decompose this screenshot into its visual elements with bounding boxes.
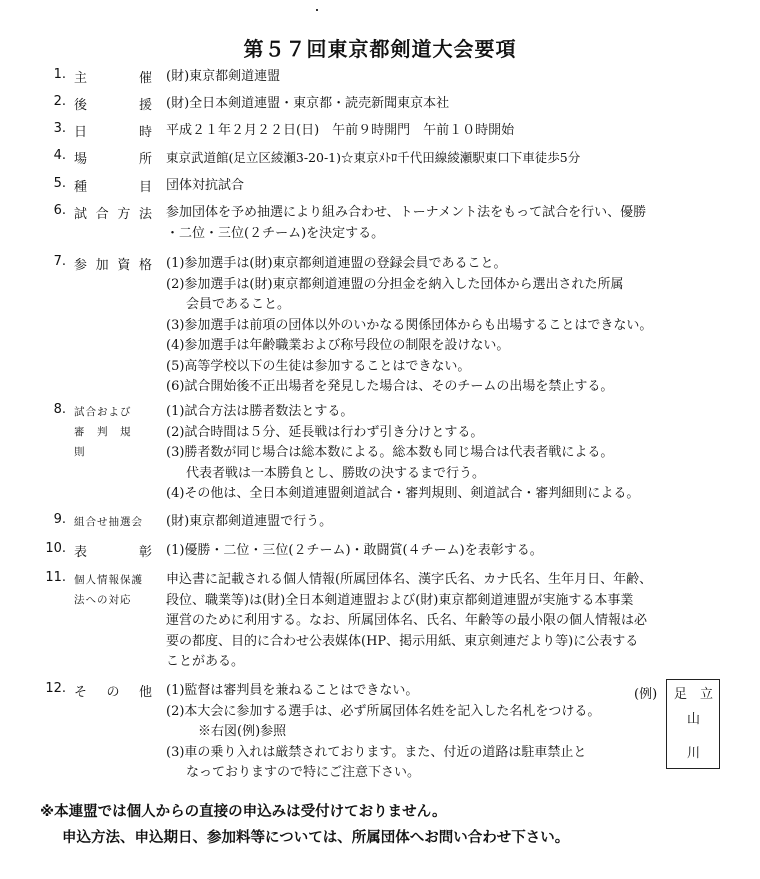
content-line: 参加団体を予め抽選により組み合わせ、トーナメント法をもって試合を行い、優勝 bbox=[166, 205, 647, 220]
name-tag-char: 川 bbox=[687, 746, 701, 761]
content-line: ことがある。 bbox=[166, 654, 245, 669]
section-label bbox=[74, 512, 152, 532]
content-line: (1)試合方法は勝者数法とする。 bbox=[166, 404, 354, 419]
label-char: 日 bbox=[74, 125, 88, 140]
content-line: (財)東京都剣道連盟で行う。 bbox=[166, 514, 333, 529]
content-line: (1)監督は審判員を兼ねることはできない。 bbox=[166, 683, 419, 698]
section-content bbox=[166, 121, 726, 142]
content-line: (3)参加選手は前項の団体以外のいかなる関係団体からも出場することはできない。 bbox=[166, 317, 653, 333]
section-label bbox=[74, 94, 152, 113]
section-content bbox=[166, 176, 726, 197]
section-label bbox=[74, 121, 152, 140]
label-line: 組合せ抽選会 bbox=[74, 516, 143, 528]
label-char: 場 bbox=[74, 152, 88, 167]
name-tag-char: 山 bbox=[687, 712, 701, 727]
label-char: そ bbox=[74, 685, 88, 700]
label-char: 格 bbox=[138, 258, 152, 273]
label-char: 主 bbox=[74, 71, 88, 86]
content-line: (4)参加選手は年齢職業および称号段位の制限を設けない。 bbox=[166, 338, 510, 353]
label-char: の bbox=[106, 685, 120, 700]
section-content bbox=[166, 681, 636, 784]
label-char: 法 bbox=[138, 207, 152, 222]
section-content bbox=[166, 541, 726, 562]
content-line: (2)本大会に参加する選手は、必ず所属団体名姓を記入した名札をつける。 bbox=[166, 703, 601, 719]
content-line: (財)東京都剣道連盟 bbox=[166, 69, 281, 84]
label-char: 合 bbox=[95, 207, 109, 222]
page-title: 第５７回東京都剣道大会要項 bbox=[243, 37, 517, 61]
content-line: 団体対抗試合 bbox=[166, 178, 245, 193]
label-line: 個人情報保護 bbox=[74, 574, 143, 586]
content-line: 運営のために利用する。なお、所属団体名、氏名、年齢等の最小限の個人情報は必 bbox=[166, 613, 648, 628]
label-char: 所 bbox=[138, 152, 152, 167]
section-number: 3. bbox=[53, 121, 66, 136]
section-number: 2. bbox=[53, 94, 66, 109]
label-char: 後 bbox=[74, 98, 88, 113]
section-label bbox=[74, 402, 152, 462]
section-number: 7. bbox=[53, 254, 66, 269]
section-label bbox=[74, 570, 152, 610]
example-label: (例) bbox=[634, 687, 658, 702]
footer-notice: ※本連盟では個人からの直接の申込みは受付けておりません。 bbox=[40, 804, 447, 820]
label-line: 試合および bbox=[74, 406, 132, 418]
stray-dot bbox=[316, 9, 318, 11]
section-label bbox=[74, 148, 152, 167]
label-char: 表 bbox=[74, 545, 88, 560]
name-tag-char: 足 bbox=[674, 687, 688, 702]
section-number: 4. bbox=[53, 148, 66, 163]
content-line: (2)参加選手は(財)東京都剣道連盟の分担金を納入した団体から選出された所属 bbox=[166, 276, 624, 292]
section-content bbox=[166, 570, 726, 673]
content-line: (2)試合時間は５分、延長戦は行わず引き分けとする。 bbox=[166, 424, 484, 440]
label-char: 試 bbox=[74, 207, 88, 222]
content-line: (4)その他は、全日本剣道連盟剣道試合・審判規則、剣道試合・審判細則による。 bbox=[166, 486, 640, 501]
section-number: 11. bbox=[45, 570, 66, 585]
section-number: 9. bbox=[53, 512, 66, 527]
name-tag-example bbox=[666, 679, 720, 769]
section-number: 1. bbox=[53, 67, 66, 82]
section-content bbox=[166, 148, 726, 169]
content-line: 申込書に記載される個人情報(所属団体名、漢字氏名、カナ氏名、生年月日、年齢、 bbox=[166, 572, 653, 587]
section-number: 10. bbox=[45, 541, 66, 556]
section-content bbox=[166, 203, 726, 244]
content-line: (5)高等学校以下の生徒は参加することはできない。 bbox=[166, 358, 471, 374]
content-line: ・二位・三位(２チーム)を決定する。 bbox=[166, 225, 385, 241]
content-line: ※右図(例)参照 bbox=[198, 724, 287, 739]
content-line: 東京武道館(足立区綾瀬3-20-1)☆東京ﾒﾄﾛ千代田線綾瀬駅東口下車徒歩5分 bbox=[166, 150, 581, 165]
content-line: 要の都度、目的に合わせ公表媒体(HP、掲示用紙、東京剣連だより等)に公表する bbox=[166, 633, 639, 649]
section-number: 5. bbox=[53, 176, 66, 191]
label-line: 審 判 規 則 bbox=[74, 426, 143, 458]
label-char: 彰 bbox=[138, 545, 152, 560]
label-line: 法への対応 bbox=[74, 594, 132, 606]
label-char: 催 bbox=[138, 71, 152, 86]
section-label bbox=[74, 254, 152, 273]
content-line: なっておりますので特にご注意下さい。 bbox=[186, 765, 421, 780]
section-content bbox=[166, 67, 726, 88]
section-label bbox=[74, 67, 152, 86]
section-label bbox=[74, 681, 152, 700]
label-char: 参 bbox=[74, 258, 88, 273]
content-line: 代表者戦は一本勝負とし、勝敗の決するまで行う。 bbox=[186, 465, 486, 481]
label-char: 種 bbox=[74, 180, 88, 195]
content-line: (6)試合開始後不正出場者を発見した場合は、そのチームの出場を禁止する。 bbox=[166, 379, 614, 394]
content-line: 平成２１年２月２２日(日) 午前９時開門 午前１０時開始 bbox=[166, 123, 515, 138]
section-content bbox=[166, 94, 726, 115]
section-content bbox=[166, 254, 726, 398]
content-line: 会員であること。 bbox=[186, 297, 291, 312]
section-label bbox=[74, 176, 152, 195]
section-label bbox=[74, 203, 152, 222]
footer-inquiry: 申込方法、申込期日、参加料等については、所属団体へお問い合わせ下さい。 bbox=[62, 830, 570, 846]
label-char: 加 bbox=[95, 258, 109, 273]
section-number: 6. bbox=[53, 203, 66, 218]
section-number: 8. bbox=[53, 402, 66, 417]
content-line: (1)優勝・二位・三位(２チーム)・敢闘賞(４チーム)を表彰する。 bbox=[166, 543, 543, 558]
name-tag-char: 立 bbox=[700, 687, 714, 702]
label-char: 他 bbox=[138, 685, 152, 700]
content-line: (1)参加選手は(財)東京都剣道連盟の登録会員であること。 bbox=[166, 256, 507, 271]
label-char: 目 bbox=[138, 180, 152, 195]
label-char: 方 bbox=[117, 207, 131, 222]
content-line: 段位、職業等)は(財)全日本剣道連盟および(財)東京都剣道連盟が実施する本事業 bbox=[166, 592, 634, 608]
label-char: 援 bbox=[138, 98, 152, 113]
content-line: (3)車の乗り入れは厳禁されております。また、付近の道路は駐車禁止と bbox=[166, 744, 587, 760]
section-label bbox=[74, 541, 152, 560]
section-content bbox=[166, 402, 726, 505]
section-content bbox=[166, 512, 726, 533]
label-char: 時 bbox=[138, 125, 152, 140]
content-line: (財)全日本剣道連盟・東京都・読売新聞東京本社 bbox=[166, 96, 450, 111]
section-number: 12. bbox=[45, 681, 66, 696]
label-char: 資 bbox=[117, 258, 131, 273]
content-line: (3)勝者数が同じ場合は総本数による。総本数も同じ場合は代表者戦による。 bbox=[166, 445, 614, 460]
